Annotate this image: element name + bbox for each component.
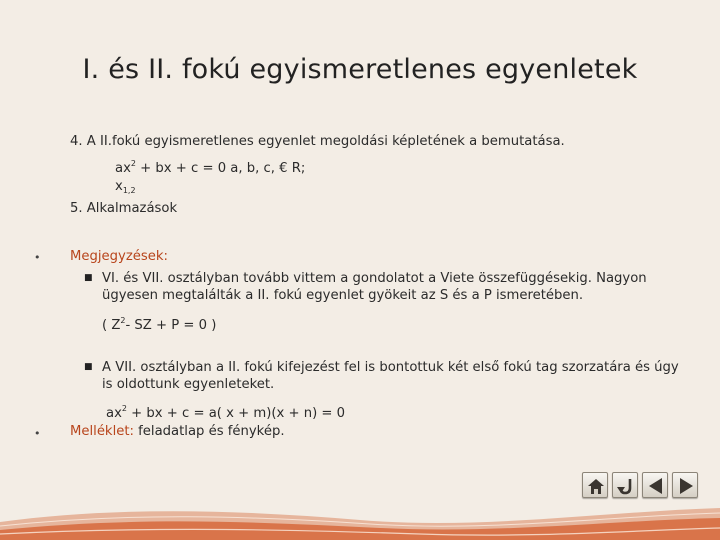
viete-part: ( Z [102, 318, 121, 333]
next-button[interactable] [672, 472, 698, 498]
note-item-2: A VII. osztályban a II. fokú kifejezést fel is bontottuk két első fokú tag szorzatára és úgy is oldottunk egyenleteket. [102, 360, 679, 392]
item-5-text: 5. Alkalmazások [70, 201, 178, 216]
notes-heading: Megjegyzések: [70, 249, 168, 264]
bullet: • [34, 427, 41, 440]
note-item-1: VI. és VII. osztályban tovább vittem a gondolatot a Viete összefüggésekig. Nagyon ügyesen megtalálták a II. fokú egyenlet gyökeit az S és a P ismeretében. [102, 271, 647, 303]
slide-title: I. és II. fokú egyismeretlenes egyenletek [82, 54, 638, 85]
quadratic-equation [115, 155, 305, 177]
next-icon [673, 473, 699, 499]
square-bullet: ■ [84, 362, 93, 372]
return-icon [613, 473, 639, 499]
bullet: • [34, 251, 41, 264]
roots-base: x [115, 179, 123, 194]
viete-exponent: 2 [120, 316, 126, 325]
attachment-line [70, 423, 285, 440]
square-bullet: ■ [84, 273, 93, 283]
home-button[interactable] [582, 472, 608, 498]
previous-button[interactable] [642, 472, 668, 498]
viete-equation [102, 312, 216, 334]
item-4-text: 4. A II.fokú egyismeretlenes egyenlet megoldási képletének a bemutatása. [70, 134, 565, 149]
formula-exponent: 2 [130, 159, 136, 168]
viete-part: - SZ + P = 0 ) [125, 318, 217, 333]
formula-part: + bx + c = 0 a, b, c, € R; [135, 161, 306, 176]
formula-part: ax [115, 161, 131, 176]
return-button[interactable] [612, 472, 638, 498]
factor-part: + bx + c = a( x + m)(x + n) = 0 [126, 406, 346, 421]
navigation-bar [0, 472, 600, 499]
attachment-text: feladatlap és fénykép. [133, 424, 285, 439]
roots-symbol [115, 178, 136, 199]
previous-icon [643, 473, 669, 499]
factor-exponent: 2 [121, 404, 127, 413]
roots-subscript: 1,2 [122, 186, 136, 195]
factorization-equation [106, 400, 345, 422]
factor-part: ax [106, 406, 122, 421]
decorative-wave [0, 500, 720, 540]
home-icon [583, 473, 609, 499]
attachment-label: Melléklet: [70, 424, 134, 439]
